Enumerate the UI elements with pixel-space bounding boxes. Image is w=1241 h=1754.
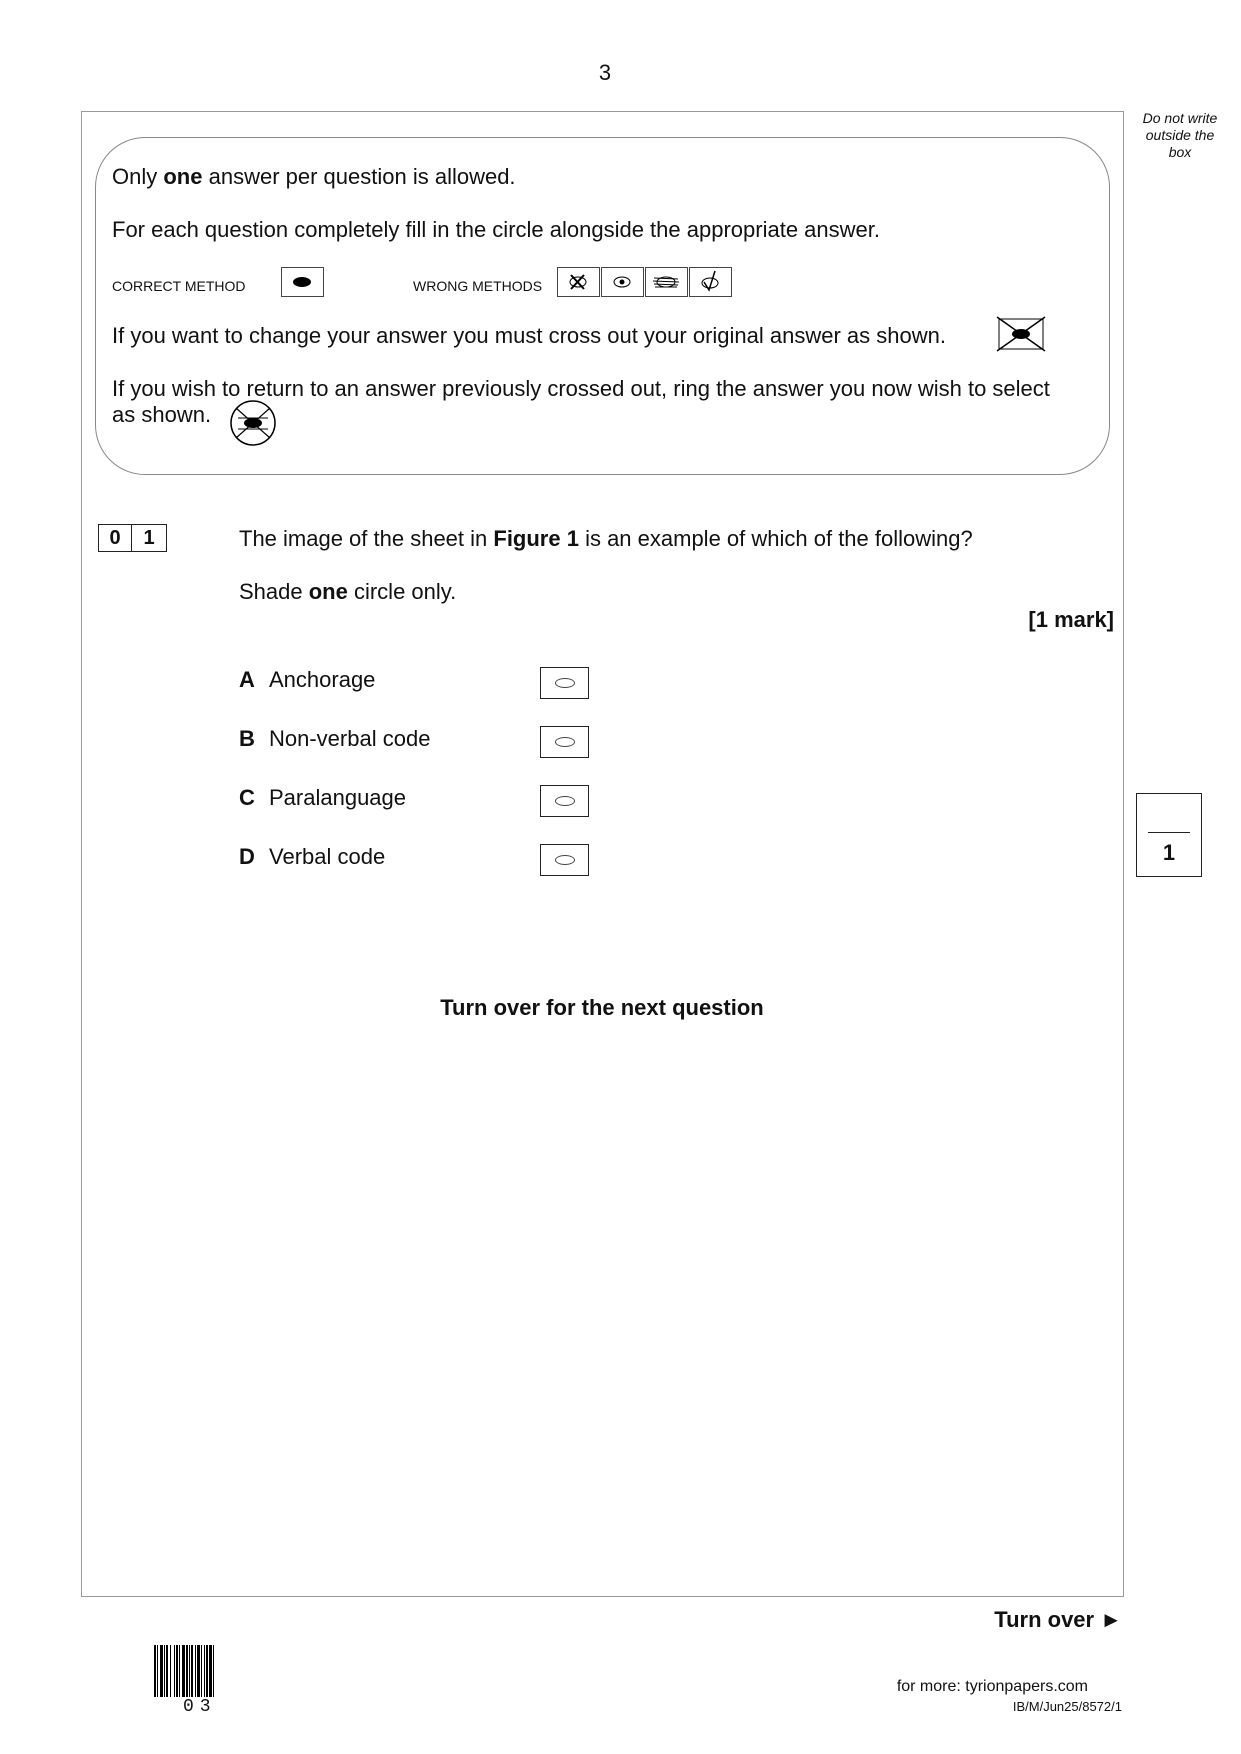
barcode — [152, 1645, 264, 1702]
instruction-text: answer per question is allowed. — [202, 164, 516, 189]
shade-text-part: Shade — [239, 579, 309, 604]
option-b-circle[interactable] — [540, 726, 589, 758]
question-text — [239, 526, 973, 552]
question-number-digit: 0 — [98, 524, 132, 552]
option-c-circle[interactable] — [540, 785, 589, 817]
website-footer: for more: tyrionpapers.com — [896, 1678, 1088, 1695]
option-label: Anchorage — [269, 667, 376, 692]
option-b — [239, 726, 430, 752]
margin-note — [1130, 110, 1230, 161]
option-a — [239, 667, 375, 693]
shade-emphasis: one — [308, 579, 348, 604]
wrong-method-tick-icon — [689, 267, 732, 297]
score-line — [1148, 832, 1190, 833]
option-d-circle[interactable] — [540, 844, 589, 876]
question-text-part: is an example of which of the following? — [578, 526, 973, 551]
option-letter: B — [239, 726, 255, 751]
answer-circle-icon — [555, 855, 575, 865]
paper-reference-code: IB/M/Jun25/8572/1 — [1012, 1699, 1122, 1714]
figure-reference: Figure 1 — [493, 526, 579, 551]
turn-over-next-question: Turn over for the next question — [440, 995, 764, 1020]
crossed-answer-icon — [995, 315, 1047, 358]
question-number-digit: 1 — [132, 524, 167, 552]
answer-circle-icon — [555, 796, 575, 806]
shade-text-part: circle only. — [347, 579, 457, 604]
instruction-one-answer — [112, 164, 516, 190]
instruction-emphasis: one — [163, 164, 203, 189]
answer-circle-icon — [555, 678, 575, 688]
marks-label: [1 mark] — [1028, 607, 1114, 632]
option-c — [239, 785, 406, 811]
instruction-as-shown: as shown. — [112, 402, 212, 427]
margin-note-line: outside the — [1145, 127, 1215, 143]
wrong-method-scribble-icon — [645, 267, 688, 297]
margin-note-line: Do not write — [1142, 110, 1218, 126]
option-letter: C — [239, 785, 255, 810]
option-label: Verbal code — [269, 844, 386, 869]
margin-note-line: box — [1168, 144, 1192, 160]
score-total: 1 — [1162, 840, 1176, 865]
wrong-method-dot-icon — [601, 267, 644, 297]
option-label: Paralanguage — [269, 785, 407, 810]
shade-instruction — [239, 579, 456, 605]
option-label: Non-verbal code — [269, 726, 431, 751]
wrong-method-cross-icon — [557, 267, 600, 297]
ringed-answer-icon — [224, 398, 284, 453]
option-letter: D — [239, 844, 255, 869]
option-letter: A — [239, 667, 255, 692]
answer-circle-icon — [555, 737, 575, 747]
correct-method-label: CORRECT METHOD — [112, 278, 246, 294]
option-a-circle[interactable] — [540, 667, 589, 699]
wrong-methods-label: WRONG METHODS — [413, 278, 543, 294]
correct-method-icon — [281, 267, 324, 297]
score-box — [1136, 793, 1202, 877]
page-number: 3 — [598, 60, 612, 85]
instruction-text: Only — [112, 164, 164, 189]
question-text-part: The image of the sheet in — [239, 526, 494, 551]
instruction-fill-circle: For each question completely fill in the circle alongside the appropriate answer. — [112, 217, 880, 242]
question-number — [98, 524, 167, 552]
option-d — [239, 844, 385, 870]
instruction-change-answer: If you want to change your answer you must cross out your original answer as shown. — [112, 323, 946, 348]
turn-over-label: Turn over ► — [994, 1607, 1122, 1632]
barcode-digits: 03 — [183, 1697, 217, 1717]
instruction-return-answer: If you wish to return to an answer previously crossed out, ring the answer you now wish to select — [112, 376, 1050, 401]
